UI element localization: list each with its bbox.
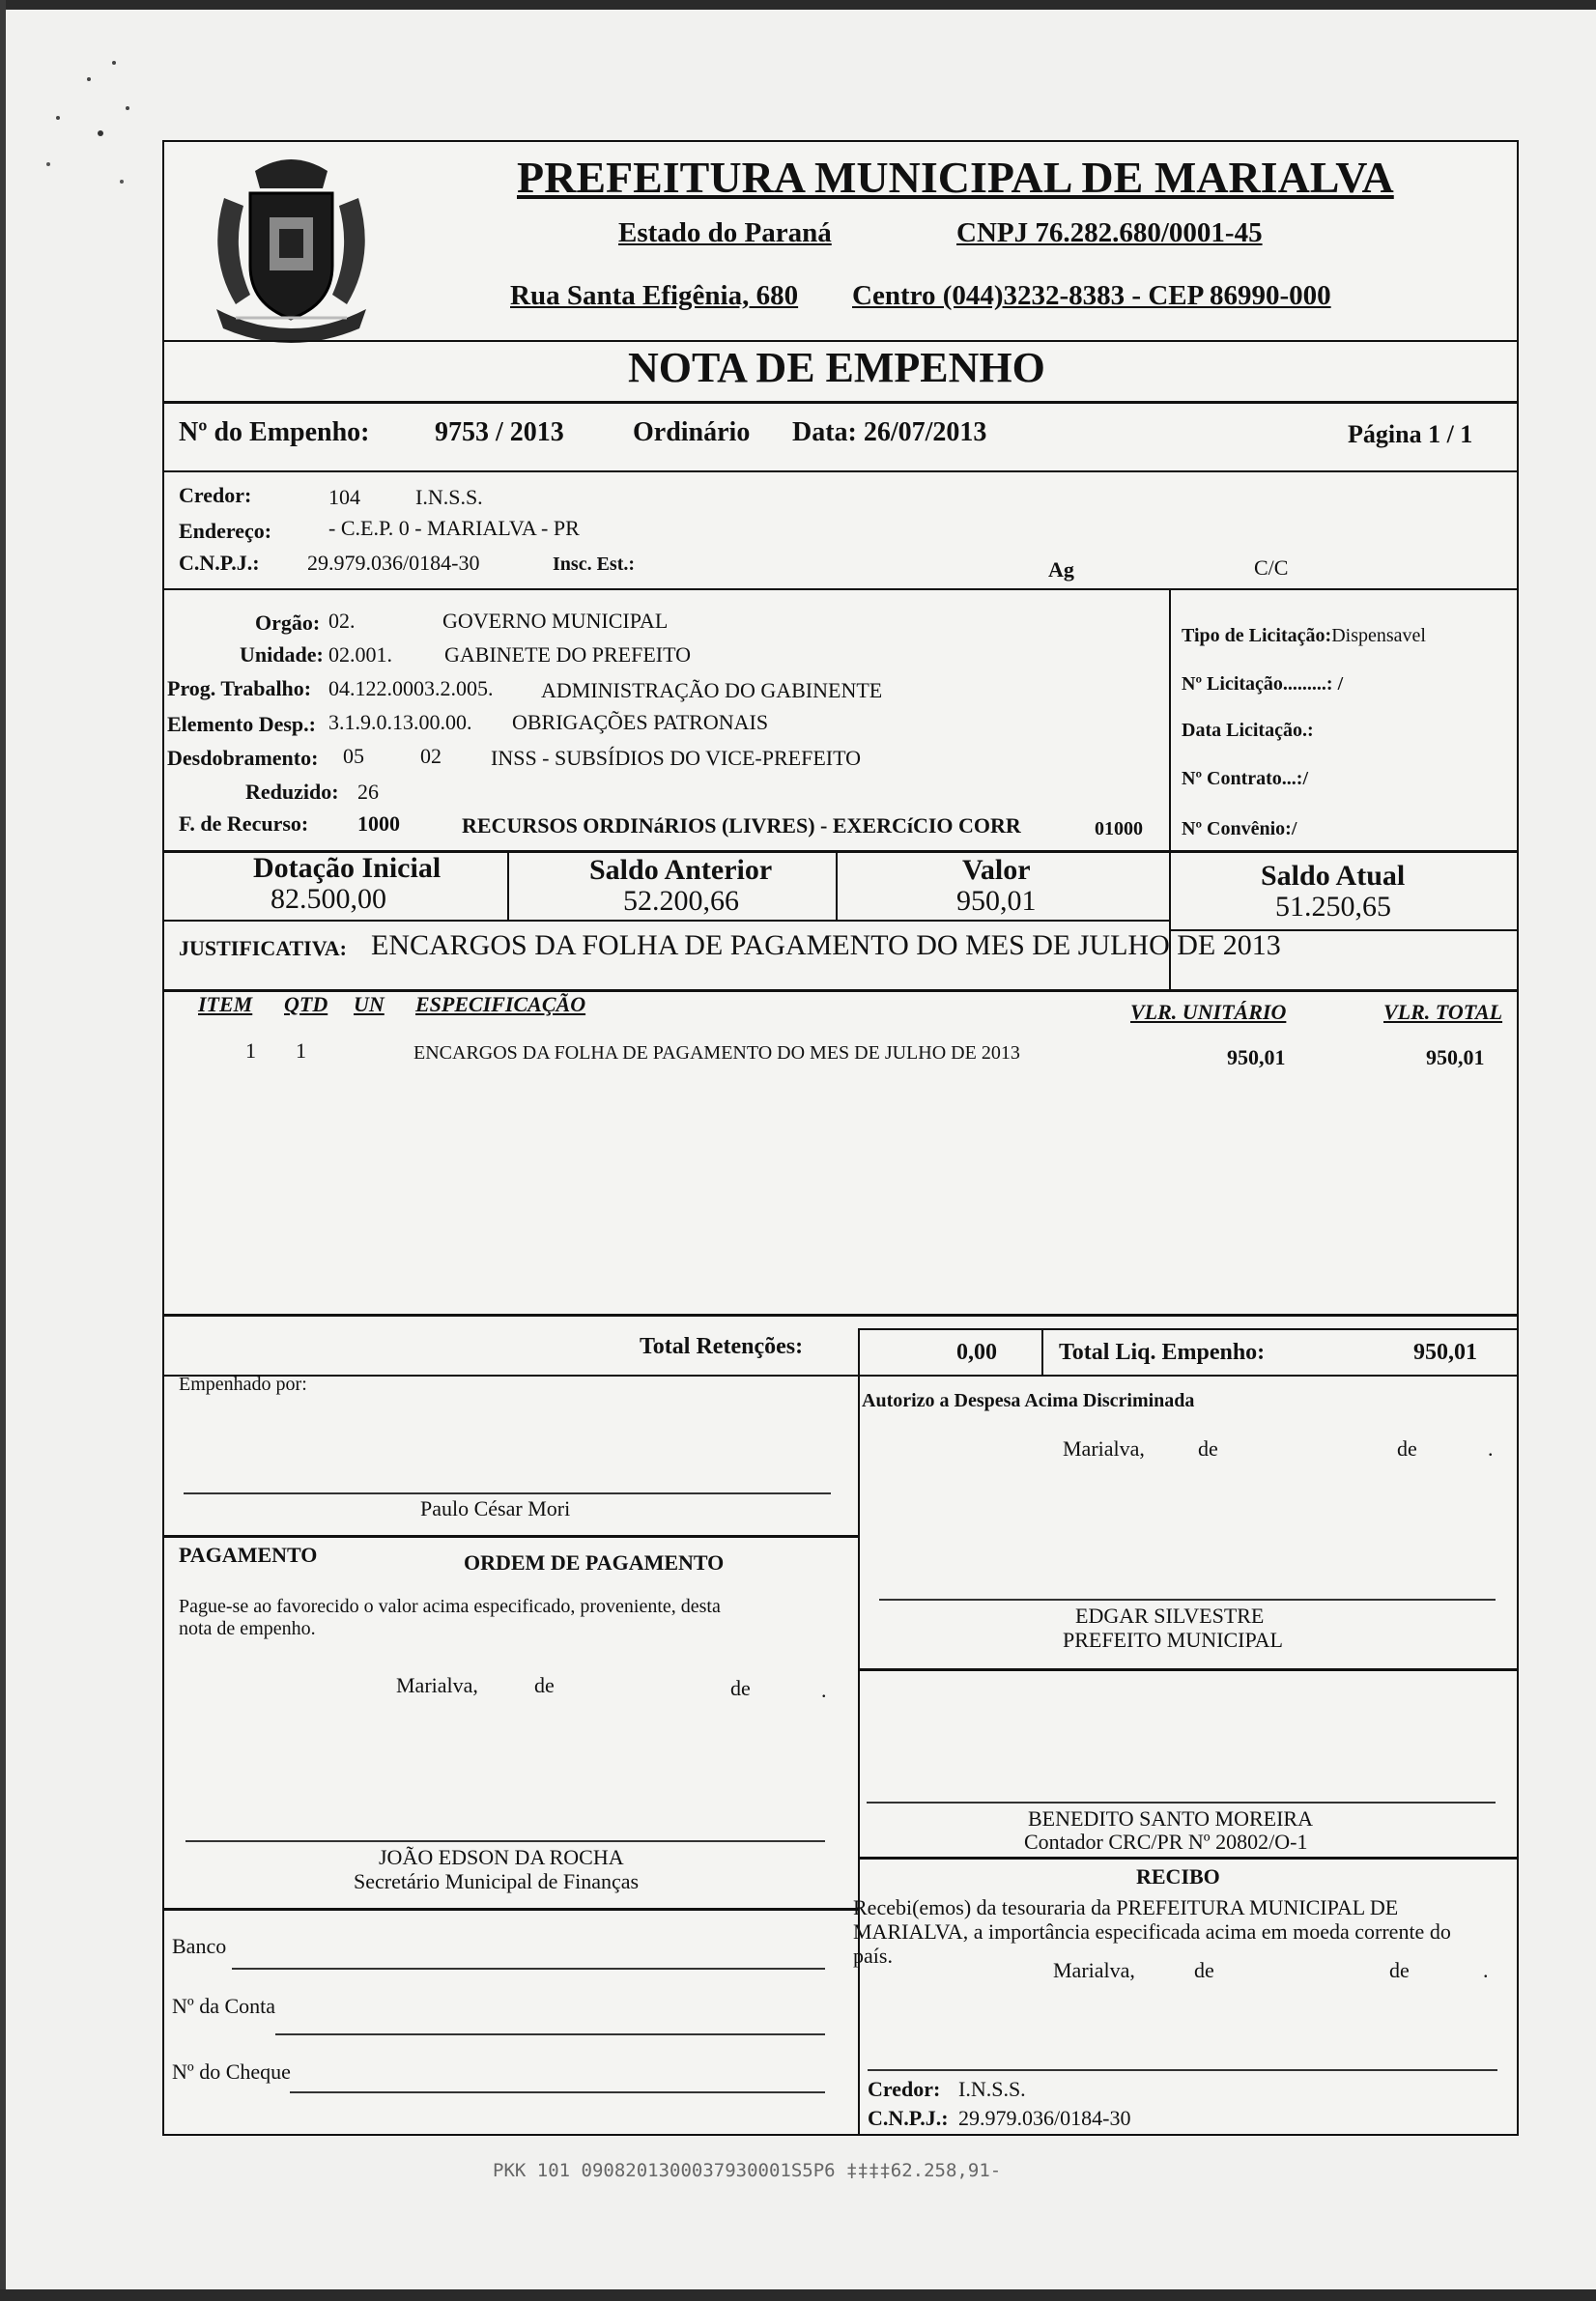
desdobramento-b: 02 [420, 744, 442, 768]
rule-under-saldos [164, 920, 1169, 922]
contador-signature-line [867, 1802, 1496, 1804]
autorizo-label: Autorizo a Despesa Acima Discriminada [862, 1390, 1195, 1411]
reduzido-label: Reduzido: [245, 780, 339, 804]
valor-value: 950,01 [956, 885, 1037, 917]
rule-under-credor [164, 588, 1517, 590]
recurso-code: 1000 [357, 811, 400, 836]
document-title: NOTA DE EMPENHO [628, 344, 1045, 391]
items-col-qtd: QTD [284, 992, 328, 1016]
orgao-label: Orgão: [255, 611, 321, 635]
recibo-cnpj: 29.979.036/0184-30 [958, 2106, 1131, 2130]
saldo-atual-value: 51.250,65 [1275, 891, 1391, 923]
items-col-total: VLR. TOTAL [1383, 1000, 1503, 1024]
dotacao-label: Dotação Inicial [253, 852, 442, 884]
prefeito-role: PREFEITO MUNICIPAL [1063, 1628, 1283, 1652]
saldo-anterior-label: Saldo Anterior [589, 854, 773, 886]
cheque-line [290, 2091, 825, 2093]
contador-role: Contador CRC/PR Nº 20802/O-1 [1024, 1830, 1308, 1854]
item-number: 1 [245, 1038, 256, 1063]
empenho-type: Ordinário [633, 417, 751, 447]
secretario-signature-line [185, 1840, 825, 1842]
empenho-label: Nº do Empenho: [179, 417, 370, 447]
contador-name: BENEDITO SANTO MOREIRA [1028, 1806, 1313, 1831]
recibo-line-1: Recebi(emos) da tesouraria da PREFEITURA MUNICIPAL DE [853, 1895, 1399, 1919]
elemento-code: 3.1.9.0.13.00.00. [328, 710, 472, 734]
items-col-un: UN [354, 992, 385, 1016]
banco-line [232, 1968, 825, 1970]
rule-under-title [164, 401, 1517, 404]
credor-name: I.N.S.S. [415, 485, 483, 509]
desdobramento-a: 05 [343, 744, 364, 768]
autorizo-de2: de [1397, 1436, 1417, 1461]
recibo-signature-line [868, 2069, 1497, 2071]
empenho-number: 9753 / 2013 [435, 417, 564, 447]
banco-label: Banco [172, 1934, 227, 1958]
item-unit-value: 950,01 [1227, 1045, 1286, 1069]
header-cnpj: CNPJ 76.282.680/0001-45 [956, 217, 1263, 248]
bank-authentication-code: PKK 101 0908201300037930001S5P6 ‡‡‡‡62.258,91- [493, 2160, 1002, 2181]
licitacao-data: Data Licitação.: [1182, 720, 1314, 741]
item-total-value: 950,01 [1426, 1045, 1485, 1069]
item-qtd: 1 [296, 1038, 306, 1063]
rule-under-contador [858, 1857, 1517, 1860]
rule-above-banco [164, 1908, 858, 1911]
cnpj-label: C.N.P.J.: [179, 551, 260, 575]
empenho-date: Data: 26/07/2013 [792, 417, 987, 447]
insc-label: Insc. Est.: [553, 554, 636, 575]
unidade-name: GABINETE DO PREFEITO [444, 642, 692, 667]
conta-label: Nº da Conta [172, 1994, 276, 2018]
scan-specks [29, 58, 145, 193]
total-retencoes-label: Total Retenções: [640, 1334, 804, 1359]
lower-divider [858, 1375, 860, 2134]
totals-top-rule [858, 1328, 1517, 1330]
scan-edge-left [0, 0, 6, 2301]
recurso-label: F. de Recurso: [179, 811, 309, 836]
items-col-especificacao: ESPECIFICAÇÃO [415, 992, 586, 1016]
licitacao-tipo-value: Dispensavel [1331, 625, 1426, 646]
pagamento-dot: . [821, 1678, 827, 1702]
nota-empenho-form [162, 140, 1519, 2136]
credor-address: - C.E.P. 0 - MARIALVA - PR [328, 516, 580, 540]
elemento-label: Elemento Desp.: [167, 712, 316, 736]
rule-under-empenho [164, 470, 1517, 472]
empenhado-name: Paulo César Mori [420, 1496, 571, 1520]
licitacao-contrato: Nº Contrato...:/ [1182, 768, 1309, 789]
valor-label: Valor [962, 854, 1031, 886]
justificativa-text: ENCARGOS DA FOLHA DE PAGAMENTO DO MES DE JULHO DE 2013 [371, 929, 1281, 961]
credor-code: 104 [328, 485, 360, 509]
endereco-label: Endereço: [179, 519, 272, 543]
totals-divider-2 [1041, 1328, 1043, 1375]
recibo-city: Marialva, [1053, 1958, 1135, 1982]
reduzido-value: 26 [357, 780, 379, 804]
header-title: PREFEITURA MUNICIPAL DE MARIALVA [517, 153, 1394, 202]
orgao-code: 02. [328, 609, 356, 633]
recurso-name: RECURSOS ORDINáRIOS (LIVRES) - EXERCíCIO CORR [462, 813, 1021, 838]
licitacao-tipo-label: Tipo de Licitação: [1182, 625, 1332, 646]
items-col-unit: VLR. UNITÁRIO [1130, 1000, 1287, 1024]
recibo-credor-label: Credor: [868, 2077, 941, 2101]
rule-under-prefeito [858, 1668, 1517, 1671]
saldo-divider-2 [836, 850, 838, 920]
items-col-item: ITEM [198, 992, 253, 1016]
recibo-credor: I.N.S.S. [958, 2077, 1026, 2101]
total-liquido-label: Total Liq. Empenho: [1059, 1340, 1266, 1365]
total-liquido-value: 950,01 [1413, 1340, 1477, 1365]
item-description: ENCARGOS DA FOLHA DE PAGAMENTO DO MES DE JULHO DE 2013 [413, 1042, 1020, 1064]
prefeito-name: EDGAR SILVESTRE [1075, 1604, 1265, 1628]
saldo-anterior-value: 52.200,66 [623, 885, 739, 917]
ordem-pagamento-label: ORDEM DE PAGAMENTO [464, 1550, 725, 1575]
prog-name: ADMINISTRAÇÃO DO GABINENTE [541, 678, 883, 702]
autorizo-dot: . [1488, 1436, 1494, 1461]
licitacao-convenio: Nº Convênio:/ [1182, 818, 1297, 839]
totals-divider-1 [858, 1328, 860, 1375]
total-retencoes-value: 0,00 [956, 1340, 997, 1365]
desdobramento-label: Desdobramento: [167, 746, 319, 770]
header-address: Rua Santa Efigênia, 680 [510, 280, 799, 311]
recurso-ref: 01000 [1095, 818, 1143, 839]
cc-label: C/C [1254, 555, 1289, 580]
pagamento-text-1: Pague-se ao favorecido o valor acima especificado, proveniente, desta [179, 1596, 721, 1617]
autorizo-city: Marialva, [1063, 1436, 1145, 1461]
credor-cnpj: 29.979.036/0184-30 [307, 551, 480, 575]
coat-of-arms-icon [197, 150, 385, 343]
scan-edge-top [0, 0, 1596, 10]
dotacao-value: 82.500,00 [271, 883, 386, 915]
saldo-atual-label: Saldo Atual [1261, 860, 1406, 892]
desdobramento-name: INSS - SUBSÍDIOS DO VICE-PREFEITO [491, 746, 862, 770]
unidade-code: 02.001. [328, 642, 392, 667]
rule-above-pagamento [164, 1535, 858, 1538]
pagamento-city: Marialva, [396, 1673, 478, 1697]
recibo-dot: . [1483, 1958, 1489, 1982]
recibo-de2: de [1389, 1958, 1410, 1982]
empenhado-label: Empenhado por: [179, 1374, 307, 1395]
rule-under-totals [164, 1375, 1517, 1377]
elemento-name: OBRIGAÇÕES PATRONAIS [512, 710, 769, 734]
rule-under-header [164, 340, 1517, 342]
recibo-title: RECIBO [1136, 1864, 1220, 1889]
licitacao-tipo [1182, 625, 1426, 647]
pagamento-label: PAGAMENTO [179, 1543, 318, 1567]
pagamento-text-2: nota de empenho. [179, 1618, 316, 1639]
recibo-line-3: país. [853, 1944, 893, 1968]
rule-above-totals [164, 1314, 1517, 1317]
header-state: Estado do Paraná [618, 217, 832, 248]
credor-label: Credor: [179, 483, 252, 507]
ag-label: Ag [1048, 557, 1074, 582]
cheque-label: Nº do Cheque [172, 2060, 291, 2084]
autorizo-de1: de [1198, 1436, 1218, 1461]
licitacao-numero: Nº Licitação.........: / [1182, 673, 1344, 695]
header-contact: Centro (044)3232-8383 - CEP 86990-000 [852, 280, 1331, 311]
prog-code: 04.122.0003.2.005. [328, 676, 494, 700]
secretario-name: JOÃO EDSON DA ROCHA [379, 1845, 624, 1869]
unidade-label: Unidade: [240, 642, 324, 667]
recibo-de1: de [1194, 1958, 1214, 1982]
pagamento-de1: de [534, 1673, 555, 1697]
conta-line [275, 2033, 825, 2035]
empenhado-signature-line [184, 1492, 831, 1494]
saldo-divider-1 [507, 850, 509, 920]
orgao-name: GOVERNO MUNICIPAL [442, 609, 669, 633]
page-indicator: Página 1 / 1 [1348, 420, 1473, 448]
recibo-cnpj-label: C.N.P.J.: [868, 2106, 949, 2130]
justificativa-label: JUSTIFICATIVA: [179, 936, 348, 960]
prog-label: Prog. Trabalho: [167, 676, 312, 700]
prefeito-signature-line [879, 1599, 1496, 1601]
recibo-line-2: MARIALVA, a importância especificada acima em moeda corrente do [853, 1919, 1451, 1944]
secretario-role: Secretário Municipal de Finanças [354, 1869, 640, 1893]
scan-edge-bottom [0, 2289, 1596, 2301]
pagamento-de2: de [730, 1676, 751, 1700]
